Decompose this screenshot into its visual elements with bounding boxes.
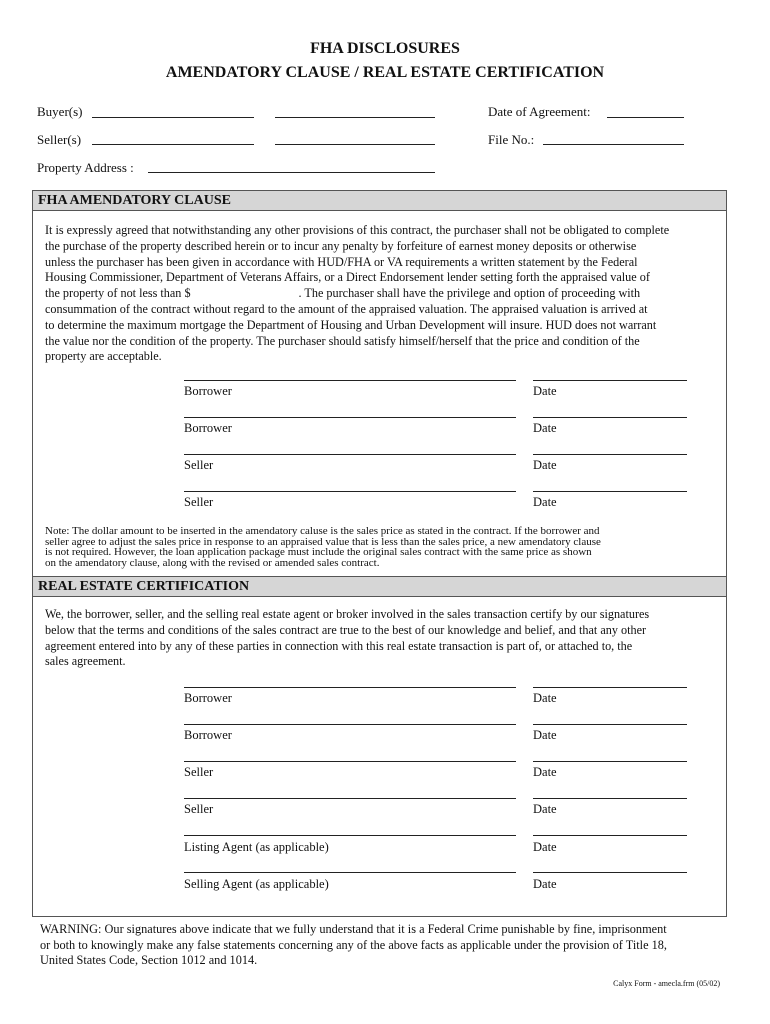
amount-suffix: . The purchaser shall have the privilege and option of proceeding with <box>298 286 641 301</box>
signature-role: Seller <box>184 495 214 509</box>
body-line: agreement entered into by any of these parties in connection with this real estate transaction is part of, or attached to, the <box>45 638 633 653</box>
date-line[interactable] <box>533 798 687 799</box>
signature-line[interactable] <box>184 417 516 418</box>
body-line: consummation of the contract without regard to the amount of the appraised valuation. The appraised valuation is arrived at <box>45 301 648 316</box>
buyers-label: Buyer(s) <box>37 104 83 119</box>
signature-line[interactable] <box>184 687 516 688</box>
date-label: Date <box>533 840 557 854</box>
seller-2-field[interactable] <box>275 144 435 145</box>
amendatory-note <box>45 526 721 568</box>
date-line[interactable] <box>533 761 687 762</box>
document-title: FHA DISCLOSURES <box>310 40 460 57</box>
signature-role: Seller <box>184 802 214 816</box>
seller-1-field[interactable] <box>92 144 254 145</box>
signature-line[interactable] <box>184 380 516 381</box>
body-line: to determine the maximum mortgage the Department of Housing and Urban Development will insure. HUD does not warrant <box>45 317 657 332</box>
date-of-agreement-label: Date of Agreement: <box>488 104 591 119</box>
date-line[interactable] <box>533 417 687 418</box>
body-line: It is expressly agreed that notwithstanding any other provisions of this contract, the purchaser shall not be obligated to complete <box>45 223 670 237</box>
warning-line: United States Code, Section 1012 and 1014. <box>40 953 258 967</box>
sellers-label: Seller(s) <box>37 132 82 147</box>
date-of-agreement-field[interactable] <box>607 117 684 118</box>
certification-heading: REAL ESTATE CERTIFICATION <box>33 577 726 597</box>
date-label: Date <box>533 728 557 742</box>
date-line[interactable] <box>533 491 687 492</box>
warning-line: or both to knowingly make any false statements concerning any of the above facts as applicable under the provision of Title 18, <box>40 937 667 952</box>
signature-role: Borrower <box>184 728 232 742</box>
date-line[interactable] <box>533 872 687 873</box>
body-line-with-amount <box>45 286 721 302</box>
note-line: is not required. However, the loan application package must include the original sales contract with the same price as shown <box>45 546 592 558</box>
body-line: property are acceptable. <box>45 349 162 364</box>
signature-role: Seller <box>184 765 214 779</box>
signature-line[interactable] <box>184 872 516 873</box>
signature-role: Selling Agent (as applicable) <box>184 877 329 891</box>
signature-line[interactable] <box>184 798 516 799</box>
form-id-footer: Calyx Form - amecla.frm (05/02) <box>613 979 720 988</box>
body-line: the purchase of the property described herein or to incur any penalty by forfeiture of earnest money deposits or otherwise <box>45 238 637 253</box>
signature-role: Borrower <box>184 691 232 705</box>
date-label: Date <box>533 458 557 472</box>
property-address-label: Property Address : <box>37 160 134 175</box>
body-line: sales agreement. <box>45 654 126 669</box>
certification-body <box>45 607 721 670</box>
signature-line[interactable] <box>184 724 516 725</box>
body-line: the value nor the condition of the property. The purchaser should satisfy himself/herself that the price and condition of the <box>45 333 640 348</box>
signature-line[interactable] <box>184 761 516 762</box>
signature-role: Listing Agent (as applicable) <box>184 840 329 854</box>
date-label: Date <box>533 384 557 398</box>
buyer-2-field[interactable] <box>275 117 435 118</box>
body-line: unless the purchaser has been given in accordance with HUD/FHA or VA requirements a written statement by the Federal <box>45 254 638 269</box>
note-line: on the amendatory clause, along with the revised or amended sales contract. <box>45 556 380 569</box>
signature-role: Seller <box>184 458 214 472</box>
date-label: Date <box>533 421 557 435</box>
date-label: Date <box>533 495 557 509</box>
file-no-field[interactable] <box>543 144 684 145</box>
amendatory-clause-body <box>45 223 721 365</box>
body-line: We, the borrower, seller, and the selling real estate agent or broker involved in the sales transaction certify by our signatures <box>45 607 650 621</box>
buyer-1-field[interactable] <box>92 117 254 118</box>
date-label: Date <box>533 691 557 705</box>
body-line: below that the terms and conditions of the sales contract are true to the best of our knowledge and belief, and that any other <box>45 622 647 637</box>
date-line[interactable] <box>533 380 687 381</box>
amendatory-clause-heading: FHA AMENDATORY CLAUSE <box>33 191 726 211</box>
signature-line[interactable] <box>184 835 516 836</box>
date-label: Date <box>533 765 557 779</box>
date-line[interactable] <box>533 454 687 455</box>
date-label: Date <box>533 877 557 891</box>
date-line[interactable] <box>533 724 687 725</box>
warning-line: WARNING: Our signatures above indicate that we fully understand that it is a Federal Crime punishable by fine, imprisonment <box>40 922 667 936</box>
document-subtitle: AMENDATORY CLAUSE / REAL ESTATE CERTIFICATION <box>165 64 605 81</box>
date-line[interactable] <box>533 687 687 688</box>
note-line: Note: The dollar amount to be inserted in the amendatory caluse is the sales price as stated in the contract. If the borrower and <box>45 525 600 537</box>
signature-role: Borrower <box>184 384 232 398</box>
signature-line[interactable] <box>184 454 516 455</box>
date-label: Date <box>533 802 557 816</box>
signature-line[interactable] <box>184 491 516 492</box>
note-line: seller agree to adjust the sales price in response to an appraised value that is less than the sales price, a new amendatory clause <box>45 535 601 548</box>
property-address-field[interactable] <box>148 172 435 173</box>
body-line: Housing Commissioner, Department of Veterans Affairs, or a Direct Endorsement lender setting forth the appraised value of <box>45 270 650 285</box>
signature-role: Borrower <box>184 421 232 435</box>
date-line[interactable] <box>533 835 687 836</box>
amount-prefix: the property of not less than $ <box>45 286 191 301</box>
file-no-label: File No.: <box>488 132 535 147</box>
warning-text <box>40 922 730 969</box>
